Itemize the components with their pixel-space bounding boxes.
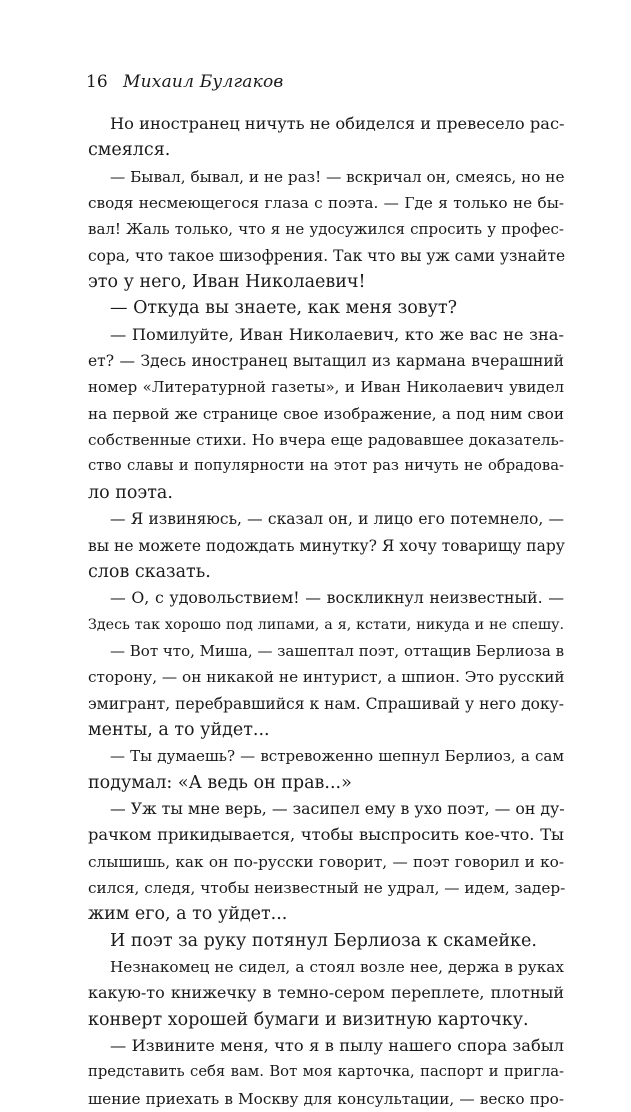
- text-line: рачком прикидывается, чтобы выспросить кое-что. Ты: [88, 825, 564, 845]
- text-line: ло поэта.: [88, 482, 173, 503]
- text-line: Но иностранец ничуть не обиделся и превесело рас-: [110, 114, 565, 133]
- page-number: 16: [86, 72, 108, 92]
- running-header: [86, 70, 284, 94]
- running-header-author: Михаил Булгаков: [123, 72, 284, 92]
- text-line: сводя несмеющегося глаза с поэта. — Где я только не бы-: [88, 194, 564, 213]
- text-line: вы не можете подождать минутку? Я хочу товарищу пару: [88, 536, 565, 555]
- text-line: собственные стихи. Но вчера еще радовавшее доказатель-: [88, 431, 564, 450]
- text-line: представить себя вам. Вот моя карточка, паспорт и пригла-: [88, 1063, 564, 1081]
- text-line: И поэт за руку потянул Берлиоза к скамейке.: [110, 930, 537, 951]
- text-line: на первой же странице свое изображение, а под ним свои: [88, 404, 564, 423]
- text-line: ет? — Здесь иностранец вытащил из кармана вчерашний: [88, 352, 564, 371]
- text-line: какую-то книжечку в темно-сером переплете, плотный: [88, 983, 564, 1003]
- text-line: — Бывал, бывал, и не раз! — вскричал он, смеясь, но не: [110, 167, 565, 186]
- text-line: шение приехать в Москву для консультации, — веско про-: [88, 1089, 564, 1108]
- text-line: слышишь, как он по-русски говорит, — поэт говорил и ко-: [88, 852, 564, 871]
- text-line: это у него, Иван Николаевич!: [88, 272, 366, 293]
- text-line: сора, что такое шизофрения. Так что вы уж сами узнайте: [88, 246, 566, 265]
- text-line: подумал: «А ведь он прав...»: [88, 772, 352, 793]
- text-line: конверт хорошей бумаги и визитную карточку.: [88, 1009, 529, 1030]
- text-line: ство славы и популярности на этот раз ничуть не обрадова-: [88, 457, 564, 475]
- body-text: [88, 111, 564, 1112]
- text-line: Незнакомец не сидел, а стоял возле нее, держа в руках: [110, 958, 564, 976]
- text-line: — О, с удовольствием! — воскликнул неизвестный. —: [110, 588, 564, 608]
- text-line: эмигрант, перебравшийся к нам. Спрашивай у него доку-: [88, 694, 564, 713]
- text-line: — Извините меня, что я в пылу нашего спора забыл: [110, 1036, 564, 1056]
- text-line: номер «Литературной газеты», и Иван Николаевич увидел: [88, 378, 564, 397]
- text-line: — Ты думаешь? — встревоженно шепнул Берлиоз, а сам: [110, 747, 564, 766]
- text-line: — Откуда вы знаете, как меня зовут?: [110, 298, 458, 319]
- text-line: Здесь так хорошо под липами, а я, кстати, никуда и не спешу.: [88, 616, 564, 633]
- text-line: жим его, а то уйдет...: [88, 904, 288, 925]
- text-line: слов сказать.: [88, 561, 211, 582]
- text-line: — Уж ты мне верь, — засипел ему в ухо поэт, — он ду-: [110, 798, 565, 818]
- text-line: сился, следя, чтобы неизвестный не удрал, — идем, задер-: [88, 878, 566, 897]
- text-line: — Я извиняюсь, — сказал он, и лицо его потемнело, —: [110, 510, 564, 529]
- text-line: менты, а то уйдет...: [88, 719, 270, 740]
- text-line: — Помилуйте, Иван Николаевич, кто же вас не зна-: [110, 324, 564, 344]
- text-line: сторону, — он никакой не интурист, а шпион. Это русский: [88, 668, 565, 687]
- text-line: смеялся.: [88, 140, 171, 161]
- text-line: — Вот что, Миша, — зашептал поэт, оттащив Берлиоза в: [110, 641, 565, 660]
- text-line: вал! Жаль только, что я не удосужился спросить у профес-: [88, 220, 564, 239]
